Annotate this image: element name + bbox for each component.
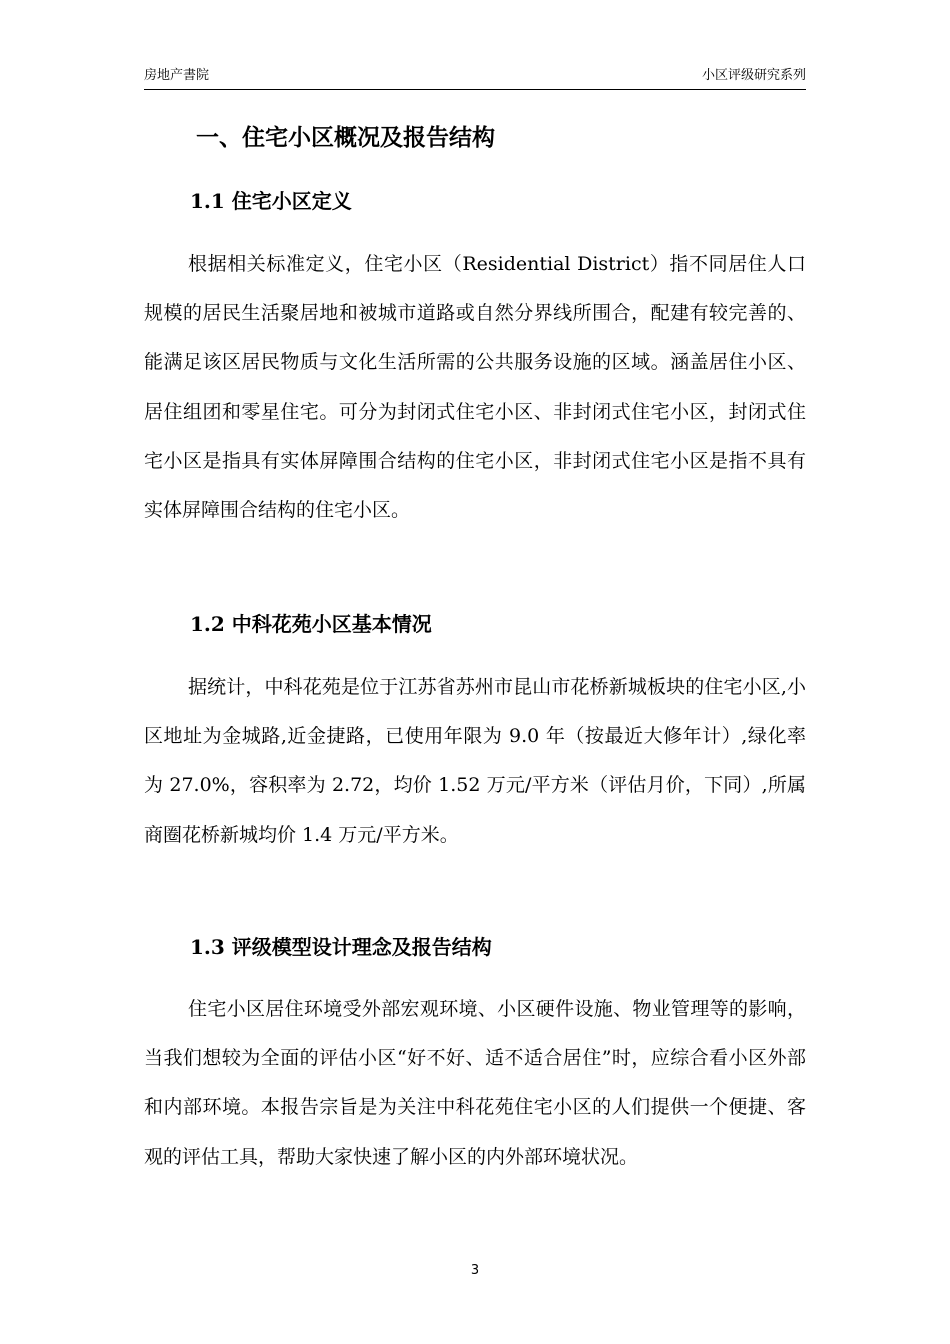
subsection-heading-definition: 1.1 住宅小区定义 xyxy=(190,189,352,213)
paragraph-definition: 根据相关标准定义，住宅小区（Residential District）指不同居住人口规模的居民生活聚居地和被城市道路或自然分界线所围合，配建有较完善的、能满足该区居民物质与文化生活所需的公共服务设施的区域。涵盖居住小区、居住组团和零星住宅。可分为封闭式住宅小区、非封闭式住宅小区，封闭式住宅小区是指具有实体屏障围合结构的住宅小区，非封闭式住宅小区是指不具有实体屏障围合结构的住宅小区。 xyxy=(144,253,806,522)
subsection-heading-model-design: 1.3 评级模型设计理念及报告结构 xyxy=(190,935,492,959)
header-divider xyxy=(144,89,806,90)
subsection-heading-basic-info: 1.2 中科花苑小区基本情况 xyxy=(190,612,432,636)
paragraph-basic-info: 据统计，中科花苑是位于江苏省苏州市昆山市花桥新城板块的住宅小区,小区地址为金城路,近金捷路，已使用年限为 9.0 年（按最近大修年计）,绿化率为 27.0%，容积率为 2.72，均价 1.52 万元/平方米（评估月价，下同）,所属商圈花桥新城均价 1.4 万元/平方米。 xyxy=(144,676,806,846)
section-title: 一、住宅小区概况及报告结构 xyxy=(196,124,495,151)
header-publisher: 房地产書院 xyxy=(144,68,210,83)
page-number: 3 xyxy=(470,1263,480,1278)
header-series-title: 小区评级研究系列 xyxy=(701,68,806,83)
paragraph-model-design: 住宅小区居住环境受外部宏观环境、小区硬件设施、物业管理等的影响，当我们想较为全面的评估小区“好不好、适不适合居住”时，应综合看小区外部和内部环境。本报告宗旨是为关注中科花苑住宅小区的人们提供一个便捷、客观的评估工具，帮助大家快速了解小区的内外部环境状况。 xyxy=(144,998,806,1168)
